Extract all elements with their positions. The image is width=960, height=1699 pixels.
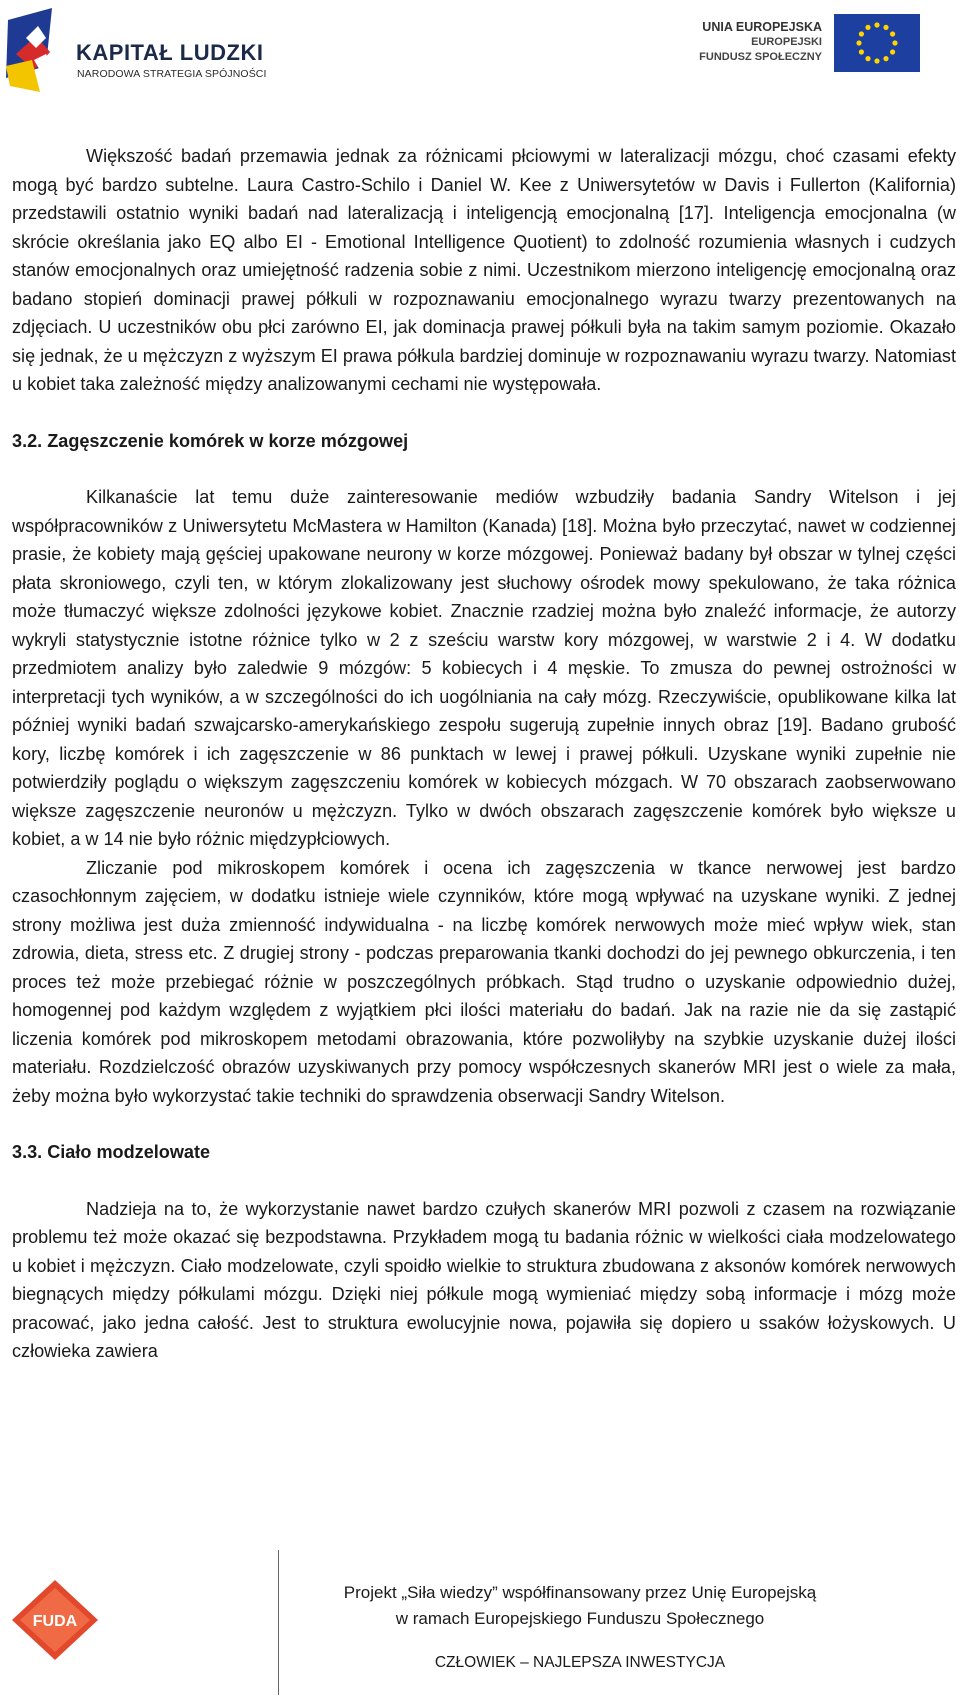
- fuda-logo: [10, 1578, 100, 1662]
- eu-flag-icon: [834, 14, 920, 72]
- eu-logo-text: [699, 20, 822, 65]
- kapital-ludzki-title: KAPITAŁ LUDZKI: [76, 40, 264, 65]
- footer-project-line1: Projekt „Siła wiedzy” współfinansowany przez Unię Europejską: [343, 1583, 817, 1602]
- kapital-ludzki-star-icon: [6, 8, 72, 92]
- page-header: [0, 0, 960, 100]
- section-heading-3-2: 3.2. Zagęszczenie komórek w korze mózgowej: [12, 430, 409, 451]
- paragraph-cell-counting: Zliczanie pod mikroskopem komórek i ocena ich zagęszczenia w tkance nerwowej jest bardzo czasochłonnym zajęciem, w dodatku istnieje wiele czynników, które mogą wpływać na uzyskane wyniki. Z jednej strony możliwa jest duża zmienność indywidualna - na liczbę komórek nerwowych może mieć wpływ wiek, stan zdrowia, dieta, stress etc. Z drugiej strony - podczas preparowania tkanki dochodzi do jej pewnego obkurczenia, i ten proces też może przebiegać różnie w poszczególnych próbkach. Stąd trudno o uzyskanie odpowiednio dużej, homogennej pod każdym względem z wyjątkiem płci ilości materiału do badań. Jak na razie nie da się zastąpić liczenia komórek pod mikroskopem metodami obrazowania, które pozwoliłyby na szybkie uzyskanie dużej ilości materiału. Rozdzielczość obrazów uzyskiwanych przy pomocy współczesnych skanerów MRI jest o wiele za mała, żeby można było wykorzystać takie techniki do sprawdzenia obserwacji Sandry Witelson.: [12, 857, 956, 1106]
- footer-project-text: [330, 1580, 830, 1632]
- eu-logo-line1: UNIA EUROPEJSKA: [702, 20, 822, 34]
- eu-logo-line2: EUROPEJSKI: [751, 36, 822, 48]
- paragraph-corpus-callosum: Nadzieja na to, że wykorzystanie nawet bardzo czułych skanerów MRI pozwoli z czasem na rozwiązanie problemu też może okazać się bezpodstawna. Przykładem mogą tu badania różnic w wielkości ciała modzelowatego u kobiet i mężczyzn. Ciało modzelowate, czyli spoidło wielkie to struktura zbudowana z aksonów komórek nerwowych biegnących między półkulami mózgu. Dzięki niej półkule mogą wymieniać między sobą informacje i mózg może pracować, jako jedna całość. Jest to struktura ewolucyjnie nowa, pojawiła się dopiero u ssaków łożyskowych. U człowieka zawiera: [12, 1198, 956, 1361]
- footer-project-line2: w ramach Europejskiego Funduszu Społecznego: [395, 1609, 765, 1628]
- paragraph-lateralization: Większość badań przemawia jednak za różnicami płciowymi w lateralizacji mózgu, choć czasami efekty mogą być bardzo subtelne. Laura Castro-Schilo i Daniel W. Kee z Uniwersytetów w Davis i Fullerton (Kalifornia) przedstawili ostatnio wyniki badań nad lateralizacją i inteligencją emocjonalną [17]. Inteligencja emocjonalna (w skrócie określania jako EQ albo EI - Emotional Intelligence Quotient) to zdolność rozumienia własnych i cudzych stanów emocjonalnych oraz umiejętność radzenia sobie z nimi. Uczestnikom mierzono inteligencję emocjonalną oraz badano stopień dominacji prawej półkuli w rozpoznawaniu emocjonalnego wyrazu twarzy prezentowanych na zdjęciach. U uczestników obu płci zarówno EI, jak dominacja prawej półkuli była na takim samym poziomie. Okazało się jednak, że u mężczyzn z wyższym EI prawa półkula bardziej dominuje w rozpoznawaniu wyrazu twarzy. Natomiast u kobiet taka zależność między analizowanymi cechami nie występowała.: [12, 146, 956, 394]
- page-footer: [0, 1540, 960, 1699]
- kapital-ludzki-logo: [6, 8, 276, 92]
- paragraph-witelson: Kilkanaście lat temu duże zainteresowanie mediów wzbudziły badania Sandry Witelson i jej współpracowników z Uniwersytetu McMastera w Hamilton (Kanada) [18]. Można było przeczytać, nawet w codziennej prasie, że kobiety mają gęściej upakowane neurony w korze mózgowej. Ponieważ badany był obszar w tylnej części płata skroniowego, czyli ten, w którym zlokalizowany jest słuchowy ośrodek mowy spekulowano, że taka różnica może tłumaczyć większe zdolności językowe kobiet. Znacznie rzadziej można było znaleźć informacje, że autorzy wykryli statystycznie istotne różnice tylko w 2 z sześciu warstw kory mózgowej, w warstwie 2 i 4. W dodatku przedmiotem analizy było zaledwie 9 mózgów: 5 kobiecych i 4 męskie. To zmusza do pewnej ostrożności w interpretacji tych wyników, a w szczególności do ich uogólniania na cały mózg. Rzeczywiście, opublikowane kilka lat później wyniki badań szwajcarsko-amerykańskiego zespołu sugerują zupełnie innych obraz [19]. Badano grubość kory, liczbę komórek i ich zagęszczenie w 86 punktach w lewej i prawej półkuli. Uzyskane wyniki zupełnie nie potwierdziły poglądu o większym zagęszczeniu komórek w kobiecych mózgach. W 70 obszarach zaobserwowano większe zagęszczenie neuronów u mężczyzn. Tylko w dwóch obszarach zagęszczenie komórek było większe u kobiet, a w 14 nie było różnic międzypłciowych.: [12, 487, 956, 849]
- eu-logo-line3: FUNDUSZ SPOŁECZNY: [699, 51, 822, 63]
- kapital-ludzki-subtitle: NARODOWA STRATEGIA SPÓJNOŚCI: [77, 68, 267, 80]
- fuda-logo-text: FUDA: [32, 1613, 78, 1630]
- footer-slogan: CZŁOWIEK – NAJLEPSZA INWESTYCJA: [434, 1654, 726, 1671]
- section-heading-3-3: 3.3. Ciało modzelowate: [12, 1142, 211, 1162]
- document-body: [12, 142, 956, 1366]
- eu-logo: [690, 14, 920, 76]
- footer-divider: [278, 1550, 279, 1695]
